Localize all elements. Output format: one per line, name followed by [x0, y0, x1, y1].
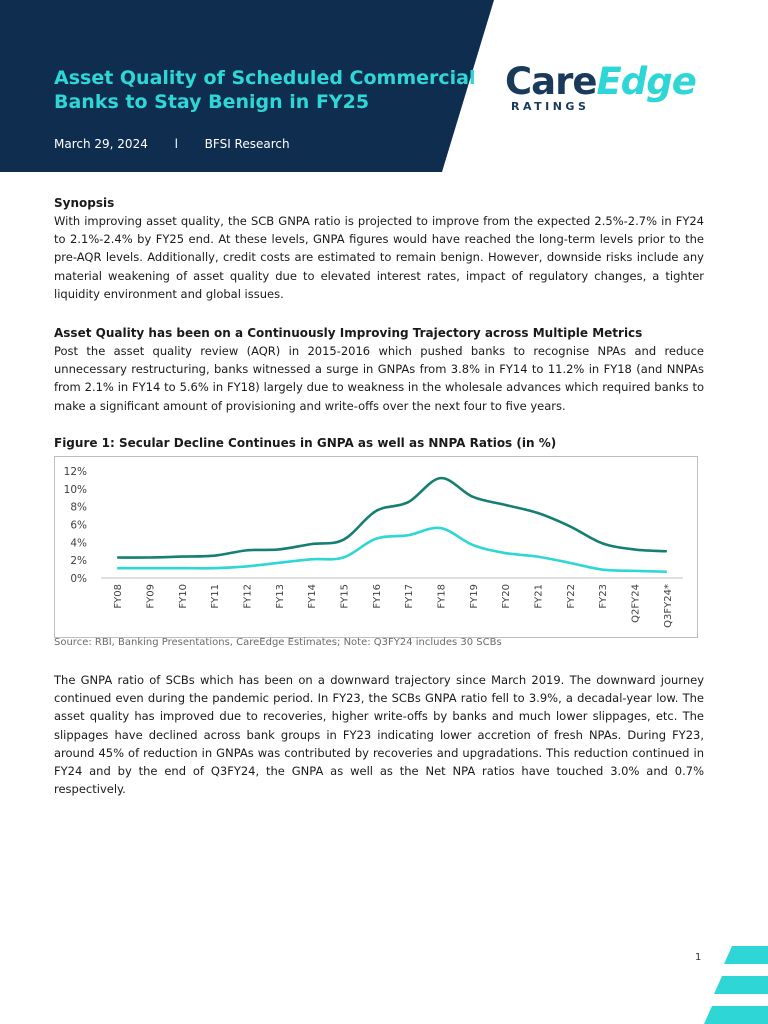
x-tick-label: FY09 — [145, 584, 157, 609]
x-tick-label: FY12 — [242, 584, 254, 609]
synopsis-paragraph: With improving asset quality, the SCB GNPA ratio is projected to improve from the expected 2.5%-2.7% in FY24 to 2.1%-2.4% by FY25 end. At these levels, GNPA figures would have reached the long-term levels prior to the pre-AQR levels. Additionally, credit costs are estimated to remain benign. However, downside risks include any material weakening of asset quality due to elevated interest rates, impact of regulatory changes, a tighter liquidity environment and global issues. — [54, 214, 704, 301]
y-tick-label: 10% — [63, 483, 87, 496]
x-tick-label: FY17 — [404, 584, 416, 609]
figure-title: Figure 1: Secular Decline Continues in GNPA as well as NNPA Ratios (in %) — [54, 436, 557, 450]
corner-decoration — [700, 940, 768, 1024]
chart-svg — [55, 457, 697, 637]
x-tick-label: FY19 — [468, 584, 480, 609]
x-tick-label: FY23 — [598, 584, 610, 609]
analysis-paragraph: The GNPA ratio of SCBs which has been on a downward trajectory since March 2019. The downward journey continued even during the pandemic period. In FY23, the SCBs GNPA ratio fell to 3.9%, a decadal-year low. The asset quality has improved due to recoveries, higher write-offs by banks and much lower slippages, etc. The slippages have declined across bank groups in FY23 indicating lower accretion of fresh NPAs. During FY23, around 45% of reduction in GNPAs was contributed by recoveries and upgradations. This reduction continued in FY24 and by the end of Q3FY24, the GNPA as well as the Net NPA ratios have touched 3.0% and 0.7% respectively. — [54, 673, 704, 797]
y-tick-label: 6% — [70, 519, 87, 532]
logo-ratings-text: RATINGS — [511, 100, 590, 113]
figure-source: Source: RBI, Banking Presentations, CareEdge Estimates; Note: Q3FY24 includes 30 SCBs — [54, 637, 502, 648]
x-tick-label: FY10 — [177, 584, 189, 609]
synopsis-heading: Synopsis — [54, 196, 115, 210]
logo-edge-text: Edge — [596, 60, 696, 103]
x-tick-label: FY20 — [501, 584, 513, 609]
section-paragraph: Post the asset quality review (AQR) in 2015-2016 which pushed banks to recognise NPAs and reduce unnecessary restructuring, banks witnessed a surge in GNPAs from 3.8% in FY14 to 11.2% in FY18 (and NNPAs from 2.1% in FY14 to 5.6% in FY18) largely due to weakness in the wholesale advances which required banks to make a significant amount of provisioning and write-offs over the next four to five years. — [54, 344, 704, 413]
y-tick-label: 2% — [70, 555, 87, 568]
x-tick-label: FY08 — [113, 584, 125, 609]
x-tick-label: FY13 — [274, 584, 286, 609]
analysis-block — [54, 671, 704, 798]
y-tick-label: 4% — [70, 537, 87, 550]
logo-care-text: Care — [505, 60, 597, 103]
x-tick-label: FY22 — [565, 584, 577, 609]
y-tick-label: 0% — [70, 573, 87, 585]
npa-line-chart — [54, 456, 698, 638]
meta-separator: l — [174, 137, 178, 151]
section-heading: Asset Quality has been on a Continuously Improving Trajectory across Multiple Metrics — [54, 326, 643, 341]
x-tick-label: Q3FY24* — [662, 584, 674, 628]
body-text — [54, 194, 704, 415]
report-department: BFSI Research — [204, 137, 290, 151]
report-date: March 29, 2024 — [54, 137, 148, 151]
x-tick-label: Q2FY24 — [630, 584, 642, 623]
page-number: 1 — [695, 952, 702, 963]
careedge-logo — [505, 62, 696, 113]
report-meta — [54, 137, 290, 151]
x-tick-label: FY21 — [533, 584, 545, 609]
x-tick-label: FY18 — [436, 584, 448, 609]
x-tick-label: FY16 — [371, 584, 383, 609]
y-tick-label: 8% — [70, 501, 87, 514]
series-line-gnpa — [117, 478, 667, 557]
y-tick-label: 12% — [63, 466, 87, 478]
x-tick-label: FY11 — [210, 584, 222, 609]
report-title: Asset Quality of Scheduled Commercial Banks to Stay Benign in FY25 — [54, 67, 476, 113]
x-tick-label: FY15 — [339, 584, 351, 609]
x-tick-label: FY14 — [307, 584, 319, 609]
header-banner — [0, 0, 768, 172]
